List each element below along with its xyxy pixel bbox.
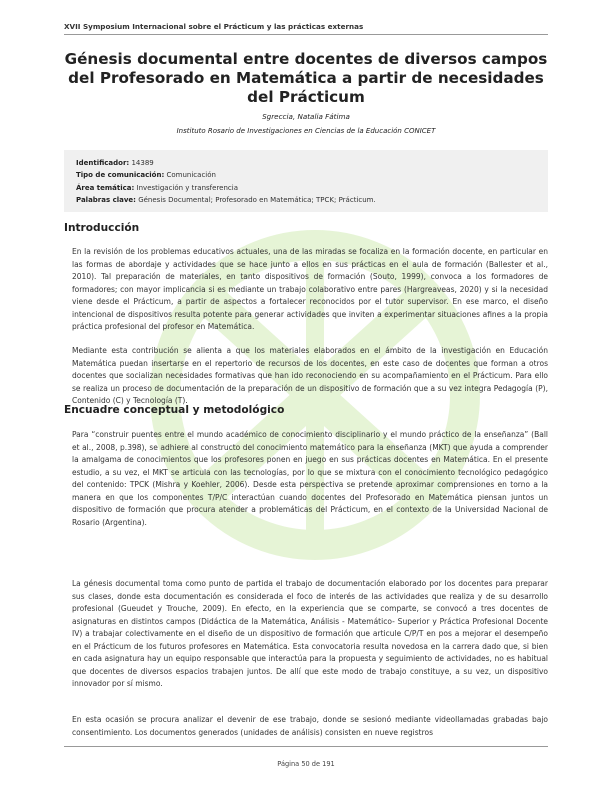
paragraph: Para “construir puentes entre el mundo académico de conocimiento disciplinario y el mundo práctico de la enseñanza” (Ball et al., 2008, p.398), se adhiere al constructo del conocimiento matemático para la enseñanza (MKT) que ayuda a comprender la amalgama de conocimientos que los profesores ponen en juego en sus prácticas docentes en Matemática. En el presente estudio, a su vez, el MKT se articula con las tecnologías, por lo que se mixtura con el conocimiento tecnológico pedagógico del contenido: TPCK (Mishra y Koehler, 2006). Desde esta perspectiva se pretende aproximar comprensiones en torno a la manera en que los componentes T/P/C interactúan cuando docentes del Profesorado en Matemática piensan juntos un dispositivo de formación que procura atender a problemáticas del Prácticum, en el contexto de la Universidad Nacional de Rosario (Argentina). <box>72 430 548 527</box>
meta-palabras <box>76 194 536 206</box>
meta-tipo <box>76 169 536 181</box>
meta-area <box>76 182 536 194</box>
meta-label: Tipo de comunicación: <box>76 171 165 180</box>
meta-identificador <box>76 157 536 169</box>
meta-value: Investigación y transferencia <box>136 183 238 192</box>
paragraph: En la revisión de los problemas educativos actuales, una de las miradas se focaliza en la formación docente, en particular en las formas de abordaje y actividades que se hace junto a ellos en sus prácticas en el aula de formación (Ballester et al., 2010). Tal preparación de materiales, en tanto dispositivos de formación (Souto, 1999), convoca a los formadores de formadores; con mayor implicancia si es mediante un trabajo colaborativo entre pares (Hargreaveas, 2020) y si la necesidad viene desde el Prácticum, a partir de aspectos a fortalecer reconocidos por el tutor supervisor. En ese marco, el diseño intencional de dispositivos resulta potente para generar actividades que inviten a experimentar situaciones afines a la propia práctica profesional del profesor en Matemática. <box>72 247 548 332</box>
affiliation: Instituto Rosario de Investigaciones en Ciencias de la Educación CONICET <box>176 127 436 135</box>
running-header: XVII Symposium Internacional sobre el Prácticum y las prácticas externas <box>64 22 548 35</box>
page-number: Página 50 de 191 <box>277 760 335 768</box>
author: Sgreccia, Natalia Fátima <box>262 112 350 121</box>
meta-label: Área temática: <box>76 183 135 192</box>
meta-label: Palabras clave: <box>76 195 136 204</box>
metadata-box <box>64 150 548 212</box>
footer-divider <box>64 746 548 747</box>
meta-value: 14389 <box>131 159 154 167</box>
section-heading-encuadre: Encuadre conceptual y metodológico <box>64 404 285 416</box>
paragraph: Mediante esta contribución se alienta a que los materiales elaborados en el ámbito de la investigación en Educación Matemática puedan insertarse en el repertorio de recursos de los docentes, en este caso de docentes que forman a otros docentes que socializan necesidades formativas que han ido reconociendo en su acompañamiento en el Prácticum. Para ello se realiza un proceso de documentación de la preparación de un dispositivo de formación que a su vez integra Pedagogía (P), Contenido (C) y Tecnología (T). <box>72 346 548 406</box>
meta-value: Comunicación <box>166 171 216 180</box>
paragraph: La génesis documental toma como punto de partida el trabajo de documentación elaborado por los docentes para preparar sus clases, donde esta documentación es considerada el foco de interés de las actividades que realiza y de su desarrollo profesional (Gueudet y Trouche, 2009). En efecto, en la experiencia que se comparte, se convocó a tres docentes de asignaturas en distintos campos (Didáctica de la Matemática, Análisis - Matemático- Superior y Práctica Profesional Docente IV) a trabajar colectivamente en el diseño de un dispositivo de formación que articule C/P/T en pos a mejorar el desempeño en el Prácticum de los futuros profesores en Matemática. Esta convocatoria resulta novedosa en la carrera dado que, si bien en cada asignatura hay un equipo responsable que interactúa para la propuesta y seguimiento de actividades, no es habitual que docentes de diversos espacios trabajen juntos. De allí que este modo de trabajo constituye, a su vez, un dispositivo innovador por sí mismo. <box>72 579 548 689</box>
section-heading-introduccion: Introducción <box>64 222 140 234</box>
meta-value: Génesis Documental; Profesorado en Matemática; TPCK; Prácticum. <box>138 195 376 204</box>
meta-label: Identificador: <box>76 159 130 167</box>
paragraph: En esta ocasión se procura analizar el devenir de ese trabajo, donde se sesionó mediante videollamadas grabadas bajo consentimiento. Los documentos generados (unidades de análisis) consisten en nueve registros <box>72 715 548 737</box>
paper-title: Génesis documental entre docentes de diversos campos del Profesorado en Matemática a partir de necesidades del Prácticum <box>64 50 548 106</box>
